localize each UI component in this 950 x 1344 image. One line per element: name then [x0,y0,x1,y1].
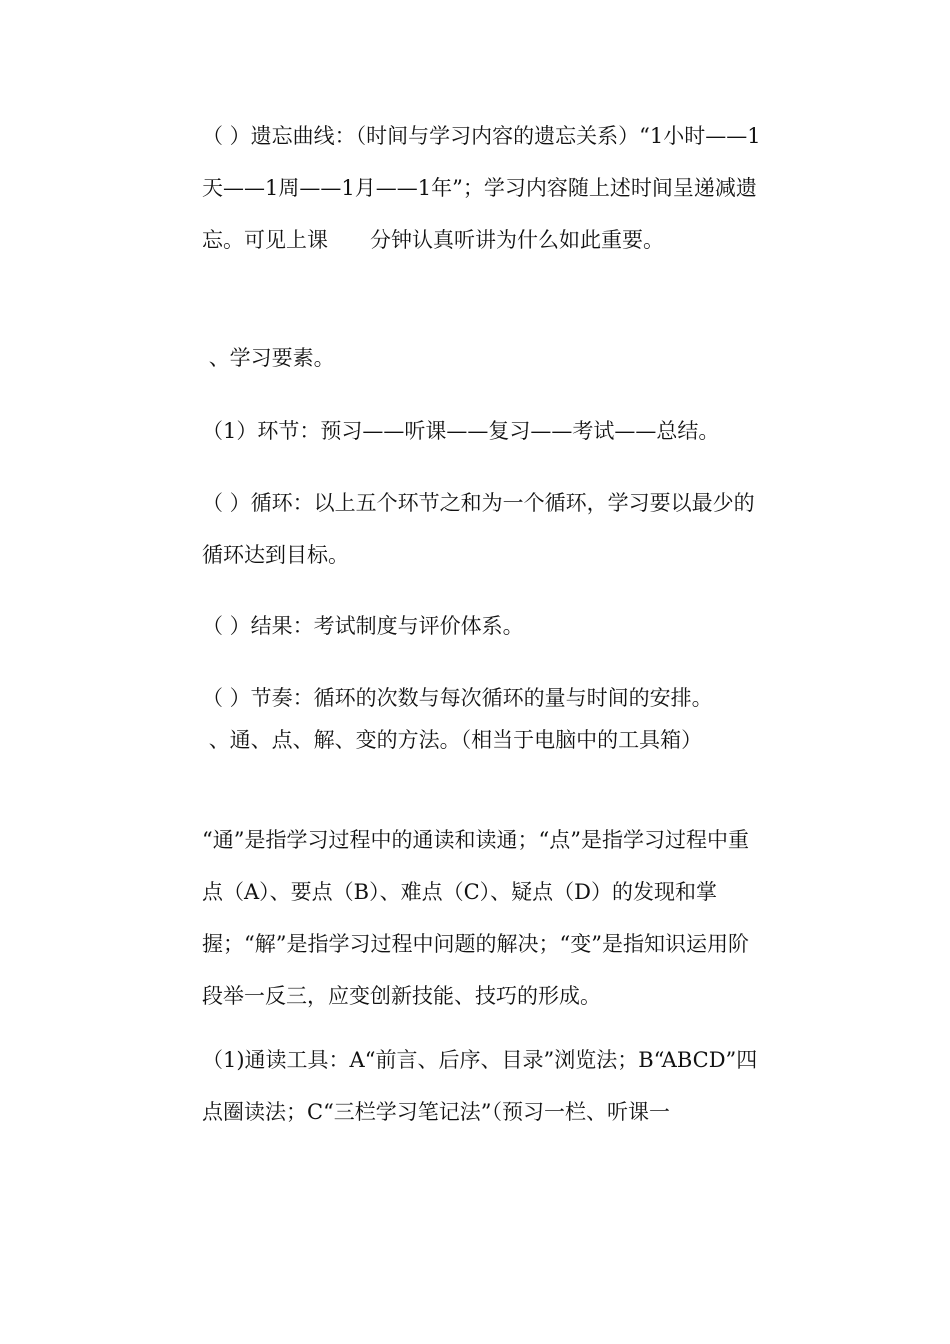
paragraph-methods-explanation: “通”是指学习过程中的通读和读通；“点”是指学习过程中重点（A）、要点（B）、难点（C）、疑点（D）的发现和掌握；“解”是指学习过程中问题的解决；“变”是指知识运用阶段举一反三，应变创新技能、技巧的形成。 [202,828,749,1008]
paragraph-rhythm: （ ）节奏：循环的次数与每次循环的量与时间的安排。 [202,686,713,710]
paragraph-cycle: （ ）循环：以上五个环节之和为一个循环，学习要以最少的循环达到目标。 [202,491,755,567]
paragraph-forgetting-curve: （ ）遗忘曲线：（时间与学习内容的遗忘关系）“1小时——1天——1周——1月——1年”；学习内容随上述时间呈递减遗忘。可见上课 分钟认真听讲为什么如此重要。 [202,124,761,252]
paragraph-result: （ ）结果：考试制度与评价体系。 [202,614,524,638]
paragraph-stages: （1）环节：预习——听课——复习——考试——总结。 [202,419,720,443]
paragraph-reading-tools: （1)通读工具：A“前言、后序、目录”浏览法；B“ABCD”四点圈读法；C“三栏学习笔记法”（预习一栏、听课一 [202,1048,758,1124]
heading-learning-elements: 、学习要素。 [202,346,335,370]
heading-methods: 、通、点、解、变的方法。（相当于电脑中的工具箱） [202,728,703,752]
